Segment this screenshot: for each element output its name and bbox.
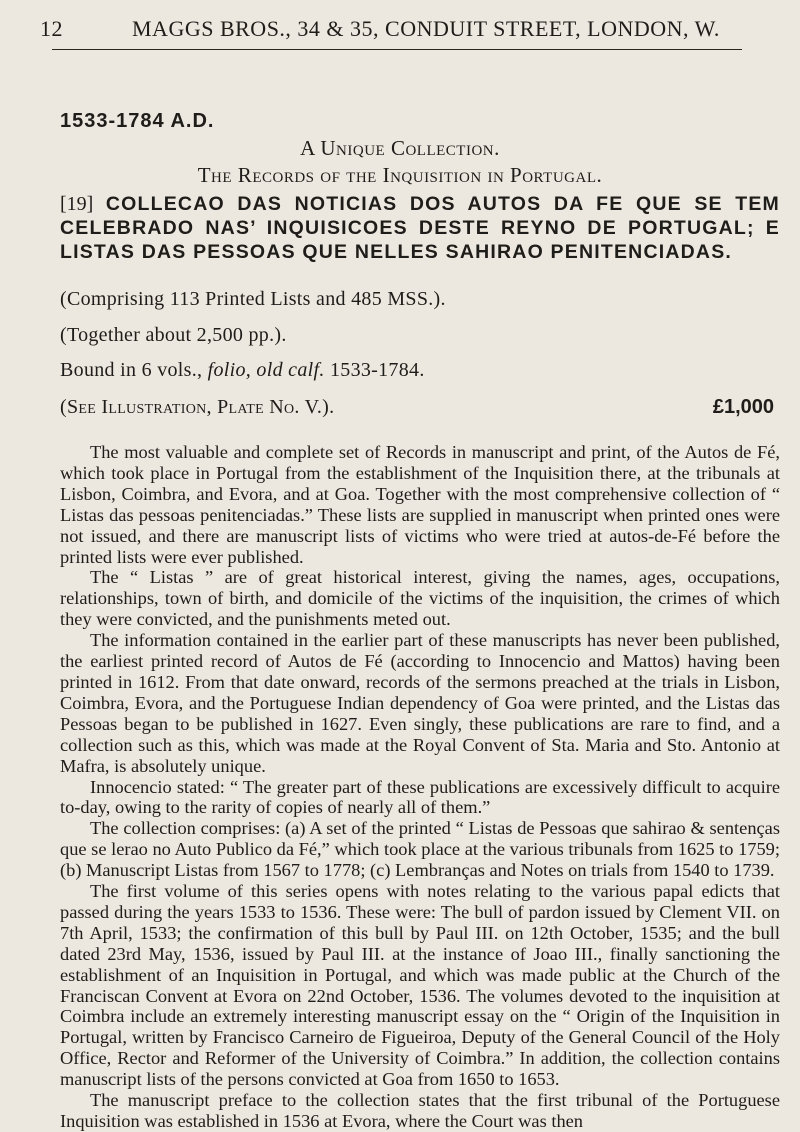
- reference-row: [60, 396, 780, 419]
- header-rule: [52, 49, 742, 50]
- records-heading: The Records of the Inquisition in Portugal.: [197, 163, 603, 187]
- lot-number: [19]: [60, 193, 94, 215]
- plate-reference: (See Illustration, Plate No. V.).: [60, 396, 335, 418]
- binding-dates: 1533-1784.: [324, 359, 425, 381]
- running-head-text: MAGGS BROS., 34 & 35, CONDUIT STREET, LONDON, W.: [132, 16, 720, 41]
- collation-binding: [60, 359, 425, 382]
- title-text: COLLECAO DAS NOTICIAS DOS AUTOS DA FE QUE SE TEM CELEBRADO NAS’ INQUISICOES DESTE REYNO DE PORTUGAL; E LISTAS DAS PESSOAS QUE NELLES SAHIRAO PENITENCIADAS.: [60, 193, 780, 263]
- price: £1,000: [712, 396, 774, 418]
- collation-comprising: (Comprising 113 Printed Lists and 485 MSS.).: [60, 288, 446, 310]
- page-number: 12: [40, 16, 63, 41]
- running-head: [40, 16, 740, 42]
- paragraph: The most valuable and complete set of Records in manuscript and print, of the Autos de Fé, which took place in Portugal from the establishment of the Inquisition there, at the tribunals at Lisbon, Coimbra, and Evora, and at Goa. Together with the most comprehensive collection of “ Listas das pessoas penitenciadas.” These lists are supplied in manuscript when printed ones were not issued, and there are manuscript lists of victims who were tried at autos-de-Fé before the printed lists were ever published.: [60, 442, 780, 567]
- paragraph: The information contained in the earlier part of these manuscripts has never been published, the earliest printed record of Autos de Fé (according to Innocencio and Mattos) having been printed in 1612. From that date onward, records of the sermons preached at the trials in Lisbon, Coimbra, Evora, and the Portuguese Indian dependency of Goa were printed, and the Listas das Pessoas began to be published in 1627. Even singly, these publications are rare to find, and a collection such as this, which was made at the Royal Convent of Sta. Maria and Sto. Antonio at Mafra, is absolutely unique.: [60, 630, 780, 776]
- paragraph: The manuscript preface to the collection states that the first tribunal of the Portuguese Inquisition was established in 1536 at Evora, where the Court was then: [60, 1090, 780, 1131]
- paragraph: The “ Listas ” are of great historical interest, giving the names, ages, occupations, relationships, town of birth, and domicile of the victims of the inquisition, the crimes of which they were convicted, and the punishments meted out.: [60, 567, 780, 630]
- description-body: [60, 442, 780, 1132]
- paragraph: The collection comprises: (a) A set of the printed “ Listas de Pessoas que sahirao & sentenças que se lerao no Auto Publico da Fé,” which took place at the various tribunals from 1625 to 1759; (b) Manuscript Listas from 1567 to 1778; (c) Lembranças and Notes on trials from 1540 to 1739.: [60, 818, 780, 881]
- paragraph: Innocencio stated: “ The greater part of these publications are excessively difficult to acquire to-day, owing to the rarity of copies of nearly all of them.”: [60, 776, 780, 818]
- paragraph: The first volume of this series opens with notes relating to the various papal edicts that passed during the years 1533 to 1536. These were: The bull of pardon issued by Clement VII. on 7th April, 1533; the confirmation of this bull by Paul III. on 12th October, 1535; and the bull dated 23rd May, 1536, issued by Paul III. at the instance of Joao III., finally sanctioning the establishment of an Inquisition in Portugal, and which was made public at the Church of the Franciscan Convent at Evora on 22nd October, 1536. The volumes devoted to the inquisition at Coimbra include an extremely interesting manuscript essay on the “ Origin of the Inquisition in Portugal, written by Francisco Carneiro de Figueiroa, Deputy of the General Council of the Holy Office, Rector and Reformer of the University of Coimbra.” In addition, the collection contains manuscript lists of the persons convicted at Goa from 1650 to 1653.: [60, 881, 780, 1090]
- binding-format: folio, old calf.: [207, 359, 325, 381]
- date-heading: 1533-1784 A.D.: [60, 110, 215, 132]
- binding-prefix: Bound in 6 vols.,: [60, 359, 208, 381]
- collation-pages: (Together about 2,500 pp.).: [60, 324, 287, 346]
- lot-title: [60, 192, 780, 264]
- collection-heading: A Unique Collection.: [300, 136, 500, 160]
